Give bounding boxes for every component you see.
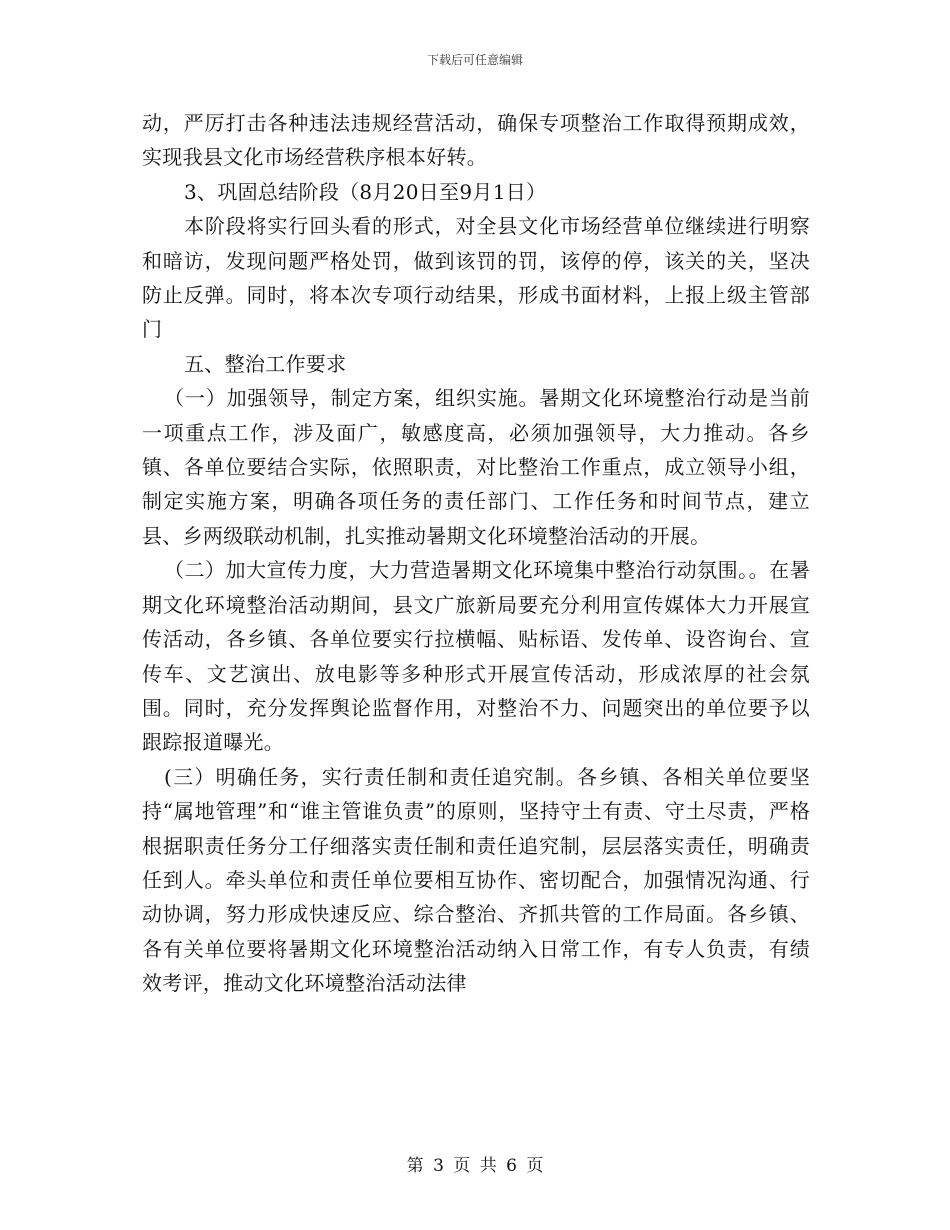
paragraph-requirement-1: （一）加强领导，制定方案，组织实施。暑期文化环境整治行动是当前一项重点工作，涉及面广，敏感度高，必须加强领导，大力推动。各乡镇、各单位要结合实际，依照职责，对比整治工作重点，成立领导小组，制定实施方案，明确各项任务的责任部门、工作任务和时间节点，建立县、乡两级联动机制，扎实推动暑期文化环境整治活动的开展。	[142, 386, 810, 548]
paragraph-requirement-2: （二）加大宣传力度，大力营造暑期文化环境集中整治行动氛围。。在暑期文化环境整治活动期间，县文广旅新局要充分利用宣传媒体大力开展宣传活动，各乡镇、各单位要实行拉横幅、贴标语、发传单、设咨询台、宣传车、文艺演出、放电影等多种形式开展宣传活动，形成浓厚的社会氛围。同时，充分发挥舆论监督作用，对整治不力、问题突出的单位要予以跟踪报道曝光。	[142, 558, 810, 755]
paragraph-requirement-3: (三）明确任务，实行责任制和责任追究制。各乡镇、各相关单位要坚持“属地管理”和“谁主管谁负责”的原则，坚持守土有责、守土尽责，严格根据职责任务分工仔细落实责任制和责任追究制，层层落实责任，明确责任到人。牵头单位和责任单位要相互协作、密切配合，加强情况沟通、行动协调，努力形成快速反应、综合整治、齐抓共管的工作局面。各乡镇、各有关单位要将暑期文化环境整治活动纳入日常工作，有专人负责，有绩效考评，推动文化环境整治活动法律	[142, 764, 810, 996]
document-body	[142, 106, 810, 1001]
section-heading-requirements: 五、整治工作要求	[184, 351, 347, 376]
page-header: 下载后可任意编辑	[426, 53, 523, 67]
section-heading-consolidation-stage: 3、巩固总结阶段（8月20日至9月1日）	[184, 179, 547, 204]
paragraph-continuation: 动，严厉打击各种违法违规经营活动，确保专项整治工作取得预期成效，实现我县文化市场经营秩序根本好转。	[142, 111, 810, 170]
page-number: 第 3 页 共 6 页	[406, 1156, 544, 1176]
paragraph-consolidation-stage: 本阶段将实行回头看的形式，对全县文化市场经营单位继续进行明察和暗访，发现问题严格处罚，做到该罚的罚，该停的停，该关的关，坚决防止反弹。同时，将本次专项行动结果，形成书面材料，上报上级主管部门	[142, 214, 810, 342]
